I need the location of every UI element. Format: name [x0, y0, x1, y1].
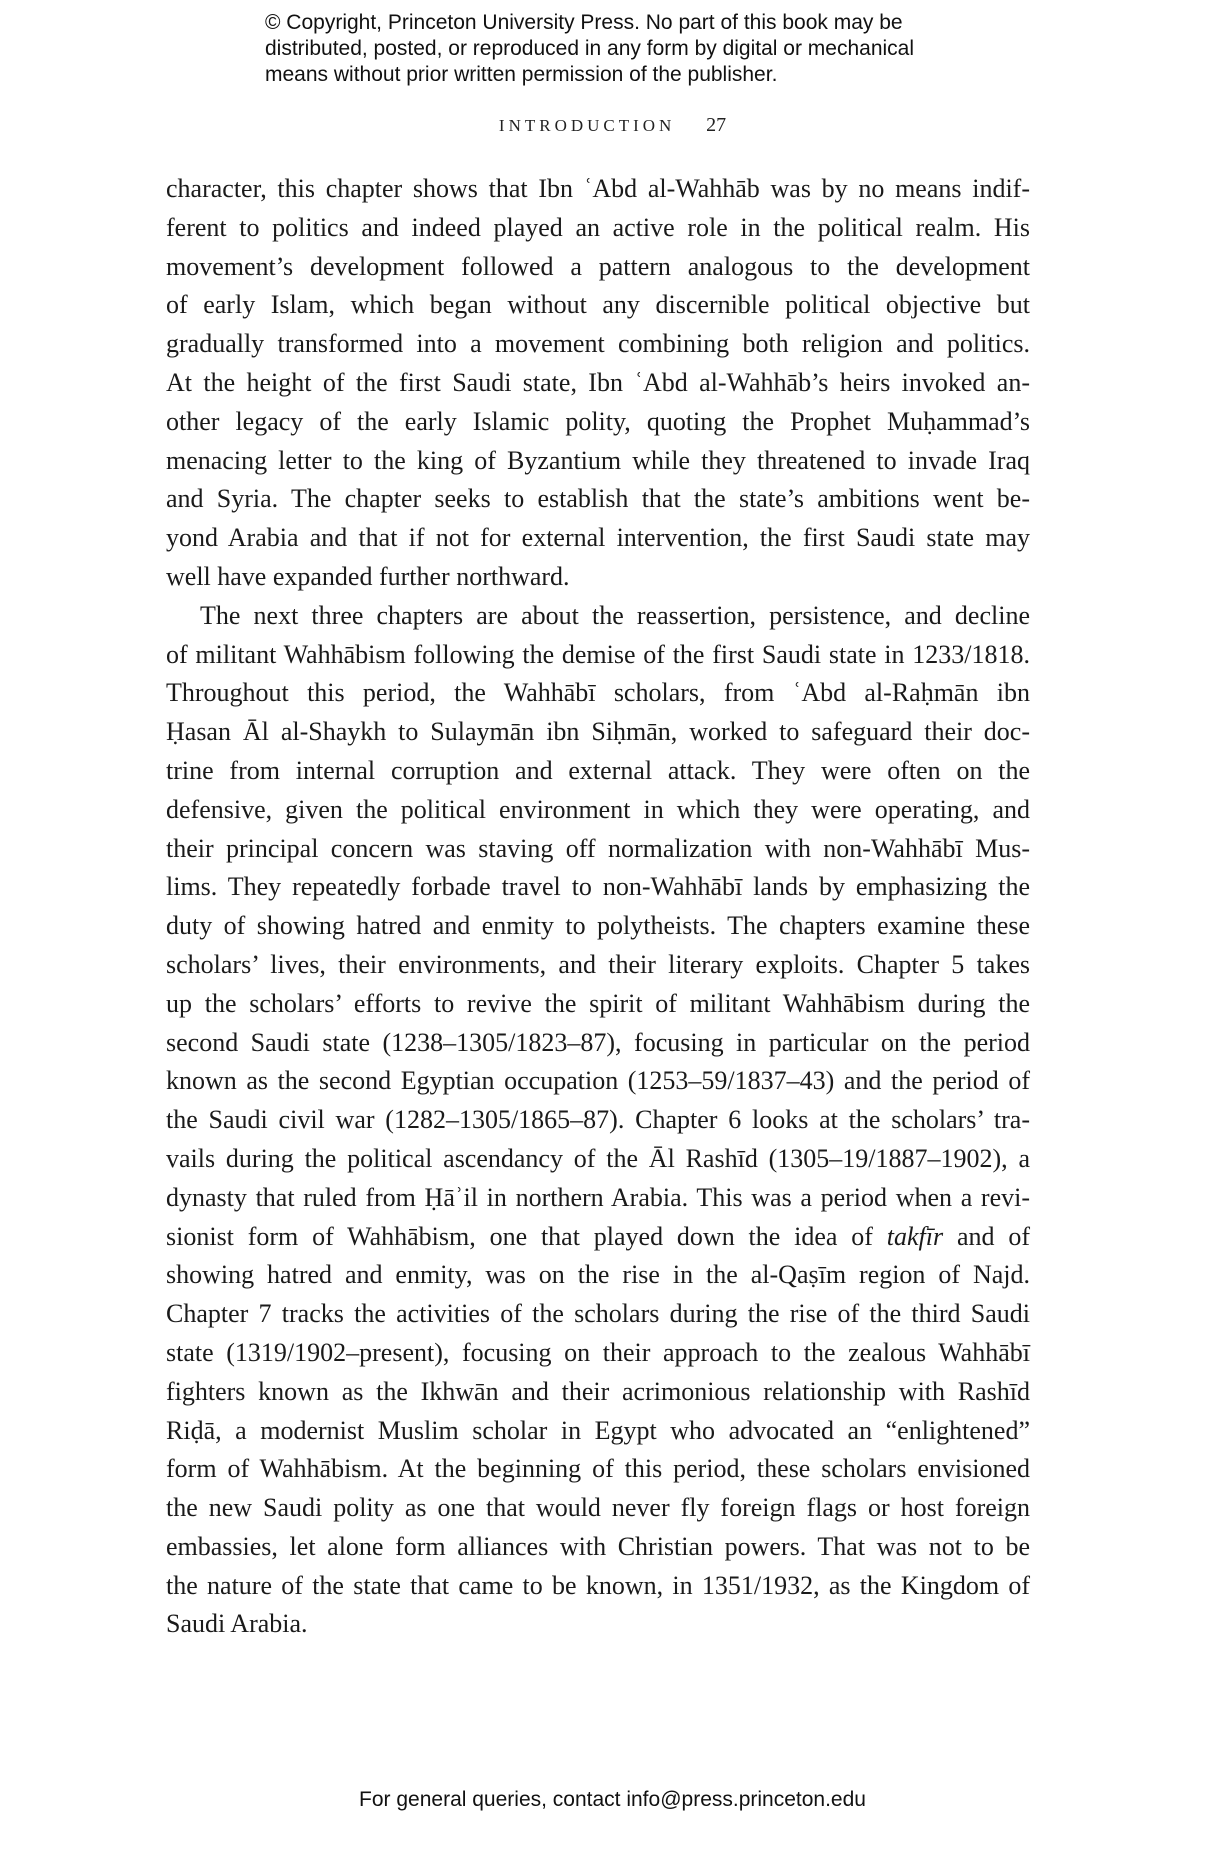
text-line: Saudi Arabia. — [166, 1609, 308, 1639]
text-line: defensive, given the political environment in which they were operating, and — [166, 794, 1030, 824]
text-line: second Saudi state (1238–1305/1823–87), focusing in particular on the period — [166, 1027, 1030, 1057]
body-text — [166, 170, 1030, 1644]
text-line: At the height of the first Saudi state, Ibn ʿAbd al-Wahhāb’s heirs invoked an- — [166, 367, 1030, 397]
text-line: dynasty that ruled from Ḥāʾil in northern Arabia. This was a period when a revi- — [166, 1182, 1030, 1212]
text-line: well have expanded further northward. — [166, 561, 570, 591]
paragraph-1 — [166, 170, 1030, 597]
text-line: other legacy of the early Islamic polity, quoting the Prophet Muḥammad’s — [166, 406, 1030, 436]
text-line: of early Islam, which began without any discernible political objective but — [166, 290, 1030, 320]
text-line-with-italic — [166, 1218, 1030, 1257]
copyright-line: © Copyright, Princeton University Press. No part of this book may be — [265, 11, 903, 34]
text-line: yond Arabia and that if not for external intervention, the first Saudi state may — [166, 523, 1030, 553]
text-line: ferent to politics and indeed played an active role in the political realm. His — [166, 212, 1030, 242]
text-line: state (1319/1902–present), focusing on their approach to the zealous Wahhābī — [166, 1337, 1030, 1367]
text-line: lims. They repeatedly forbade travel to non-Wahhābī lands by emphasizing the — [166, 872, 1030, 902]
text-line: gradually transformed into a movement combining both religion and politics. — [166, 329, 1030, 359]
paragraph-2 — [166, 597, 1030, 1645]
text-line: Riḍā, a modernist Muslim scholar in Egypt who advocated an “enlightened” — [166, 1415, 1030, 1445]
text-segment: and of — [943, 1221, 1030, 1251]
copyright-notice — [265, 10, 1025, 88]
text-line: of militant Wahhābism following the demise of the first Saudi state in 1233/1818. — [166, 639, 1030, 669]
text-line: duty of showing hatred and enmity to polytheists. The chapters examine these — [166, 911, 1030, 941]
text-line: up the scholars’ efforts to revive the spirit of militant Wahhābism during the — [166, 988, 1030, 1018]
text-line: trine from internal corruption and external attack. They were often on the — [166, 755, 1030, 785]
text-line: Ḥasan Āl al-Shaykh to Sulaymān ibn Siḥmān, worked to safeguard their doc- — [166, 717, 1030, 747]
text-line: their principal concern was staving off normalization with non-Wahhābī Mus- — [166, 833, 1030, 863]
text-line: character, this chapter shows that Ibn ʿAbd al-Wahhāb was by no means indif- — [166, 174, 1030, 203]
running-head-title: INTRODUCTION — [498, 116, 676, 135]
italic-term: takfīr — [886, 1221, 944, 1251]
copyright-line: distributed, posted, or reproduced in any form by digital or mechanical — [265, 37, 915, 60]
text-line: menacing letter to the king of Byzantium while they threatened to invade Iraq — [166, 445, 1030, 475]
text-line: The next three chapters are about the reassertion, persistence, and decline — [200, 600, 1030, 630]
copyright-line: means without prior written permission of the publisher. — [265, 63, 778, 86]
text-line: Throughout this period, the Wahhābī scholars, from ʿAbd al-Raḥmān ibn — [166, 678, 1030, 708]
text-line: fighters known as the Ikhwān and their acrimonious relationship with Rashīd — [166, 1376, 1030, 1406]
text-line: vails during the political ascendancy of the Āl Rashīd (1305–19/1887–1902), a — [166, 1143, 1030, 1173]
text-line: known as the second Egyptian occupation (1253–59/1837–43) and the period of — [166, 1066, 1030, 1096]
text-line: movement’s development followed a pattern analogous to the development — [166, 251, 1030, 281]
text-line: showing hatred and enmity, was on the rise in the al-Qaṣīm region of Najd. — [166, 1260, 1030, 1290]
text-line: embassies, let alone form alliances with Christian powers. That was not to be — [166, 1531, 1030, 1561]
text-line: and Syria. The chapter seeks to establish that the state’s ambitions went be- — [166, 484, 1030, 514]
text-line: Chapter 7 tracks the activities of the scholars during the rise of the third Saudi — [166, 1299, 1030, 1329]
text-segment: sionist form of Wahhābism, one that played down the idea of — [166, 1221, 887, 1251]
text-line: form of Wahhābism. At the beginning of this period, these scholars envisioned — [166, 1454, 1030, 1484]
text-line: the new Saudi polity as one that would never fly foreign flags or host foreign — [166, 1493, 1030, 1523]
text-line: scholars’ lives, their environments, and their literary exploits. Chapter 5 takes — [166, 949, 1030, 979]
page-number: 27 — [706, 114, 727, 136]
text-line: the Saudi civil war (1282–1305/1865–87). Chapter 6 looks at the scholars’ tra- — [166, 1105, 1030, 1135]
footer-contact: For general queries, contact info@press.princeton.edu — [359, 1788, 866, 1811]
text-line: the nature of the state that came to be known, in 1351/1932, as the Kingdom of — [166, 1570, 1030, 1600]
running-head — [0, 114, 1225, 137]
